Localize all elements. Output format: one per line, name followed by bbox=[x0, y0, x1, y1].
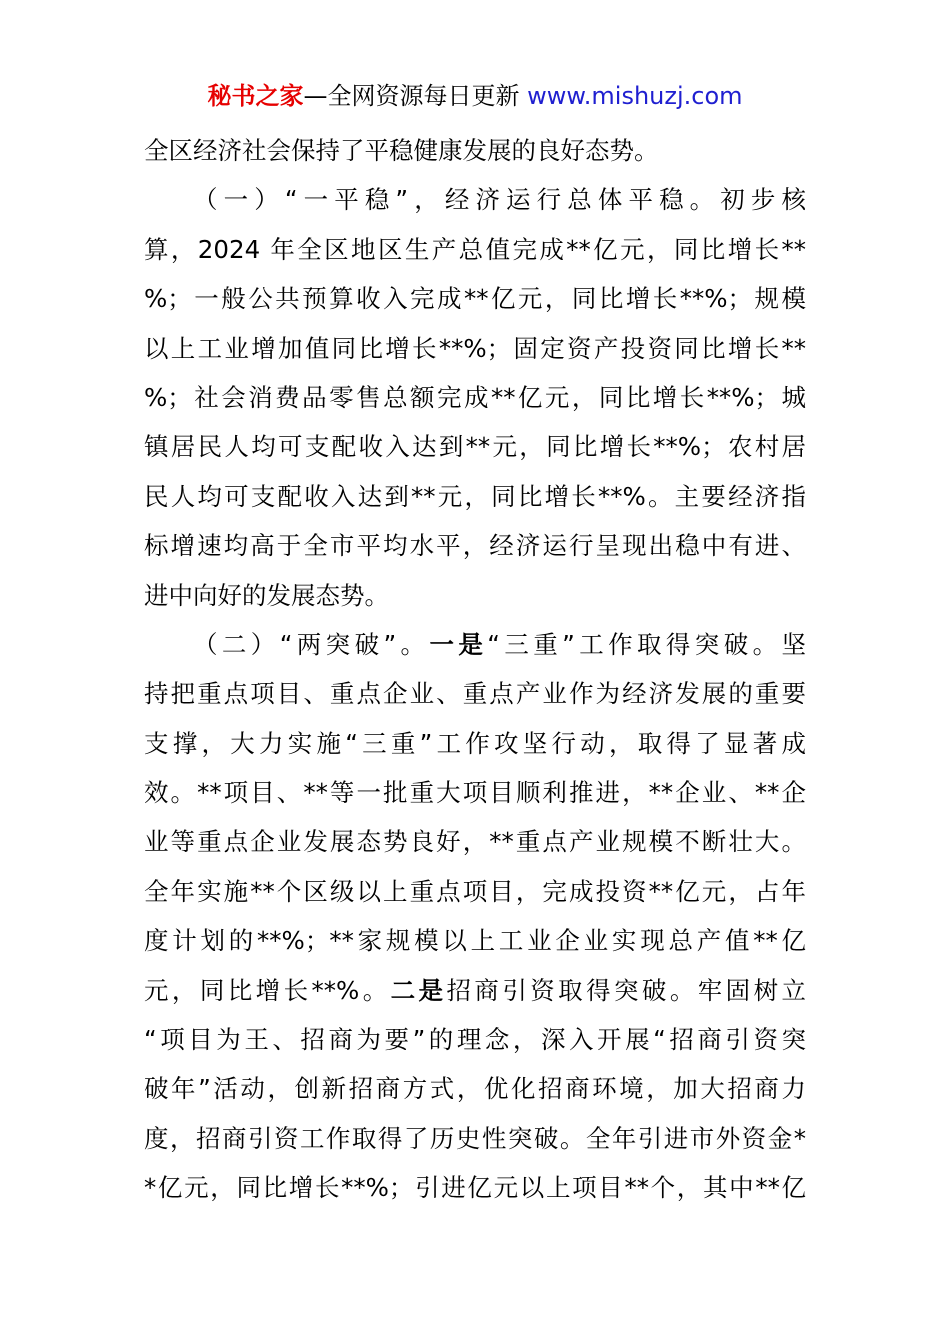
bold-point-one: 一是 bbox=[429, 629, 488, 659]
paragraph-line: 镇居民人均可支配收入达到**元，同比增长**%；农村居 bbox=[144, 432, 806, 462]
paragraph-line: 以上工业增加值同比增长**%；固定资产投资同比增长** bbox=[144, 333, 806, 363]
paragraph-line: 度计划的**%；**家规模以上工业企业实现总产值**亿 bbox=[144, 926, 806, 956]
brand-name: 秘书之家 bbox=[207, 82, 304, 110]
paragraph-line: 进中向好的发展态势。 bbox=[144, 580, 389, 610]
heading-text: （二）“两突破”。 bbox=[193, 629, 430, 659]
paragraph-line: %；社会消费品零售总额完成**亿元，同比增长**%；城 bbox=[144, 382, 806, 412]
header-tagline: —全网资源每日更新 bbox=[303, 82, 520, 110]
paragraph-line: 民人均可支配收入达到**元，同比增长**%。主要经济指 bbox=[144, 481, 806, 511]
paragraph-line: 业等重点企业发展态势良好，**重点产业规模不断壮大。 bbox=[144, 827, 806, 857]
line-text: 元，同比增长**%。 bbox=[144, 975, 391, 1005]
heading-text: “三重”工作取得突破。坚 bbox=[487, 629, 806, 659]
paragraph-line bbox=[144, 966, 806, 1015]
paragraph-line: 度，招商引资工作取得了历史性突破。全年引进市外资金* bbox=[144, 1123, 806, 1153]
paragraph-line: “项目为王、招商为要”的理念，深入开展“招商引资突 bbox=[144, 1025, 806, 1055]
paragraph-line: *亿元，同比增长**%；引进亿元以上项目**个，其中**亿 bbox=[144, 1173, 806, 1203]
line-text: 招商引资取得突破。牢固树立 bbox=[446, 975, 807, 1005]
site-header bbox=[0, 80, 950, 112]
paragraph-line: 效。**项目、**等一批重大项目顺利推进，**企业、**企 bbox=[144, 778, 806, 808]
paragraph-line: 持把重点项目、重点企业、重点产业作为经济发展的重要 bbox=[144, 679, 806, 709]
section-heading-line: （一）“一平稳”，经济运行总体平稳。初步核 bbox=[193, 185, 806, 215]
site-url-link[interactable]: www.mishuzj.com bbox=[527, 82, 743, 110]
paragraph-line: 破年”活动，创新招商方式，优化招商环境，加大招商力 bbox=[144, 1074, 806, 1104]
document-body bbox=[144, 126, 806, 1213]
paragraph-line: 支撑，大力实施“三重”工作攻坚行动，取得了显著成 bbox=[144, 728, 806, 758]
paragraph-line: %；一般公共预算收入完成**亿元，同比增长**%；规模 bbox=[144, 284, 806, 314]
bold-point-two: 二是 bbox=[390, 975, 447, 1005]
paragraph-line: 全区经济社会保持了平稳健康发展的良好态势。 bbox=[144, 136, 659, 165]
paragraph-line: 全年实施**个区级以上重点项目，完成投资**亿元，占年 bbox=[144, 876, 806, 906]
section-heading-line bbox=[144, 620, 806, 669]
paragraph-line: 算，2024 年全区地区生产总值完成**亿元，同比增长** bbox=[144, 234, 806, 264]
paragraph-line: 标增速均高于全市平均水平，经济运行呈现出稳中有进、 bbox=[144, 531, 806, 561]
